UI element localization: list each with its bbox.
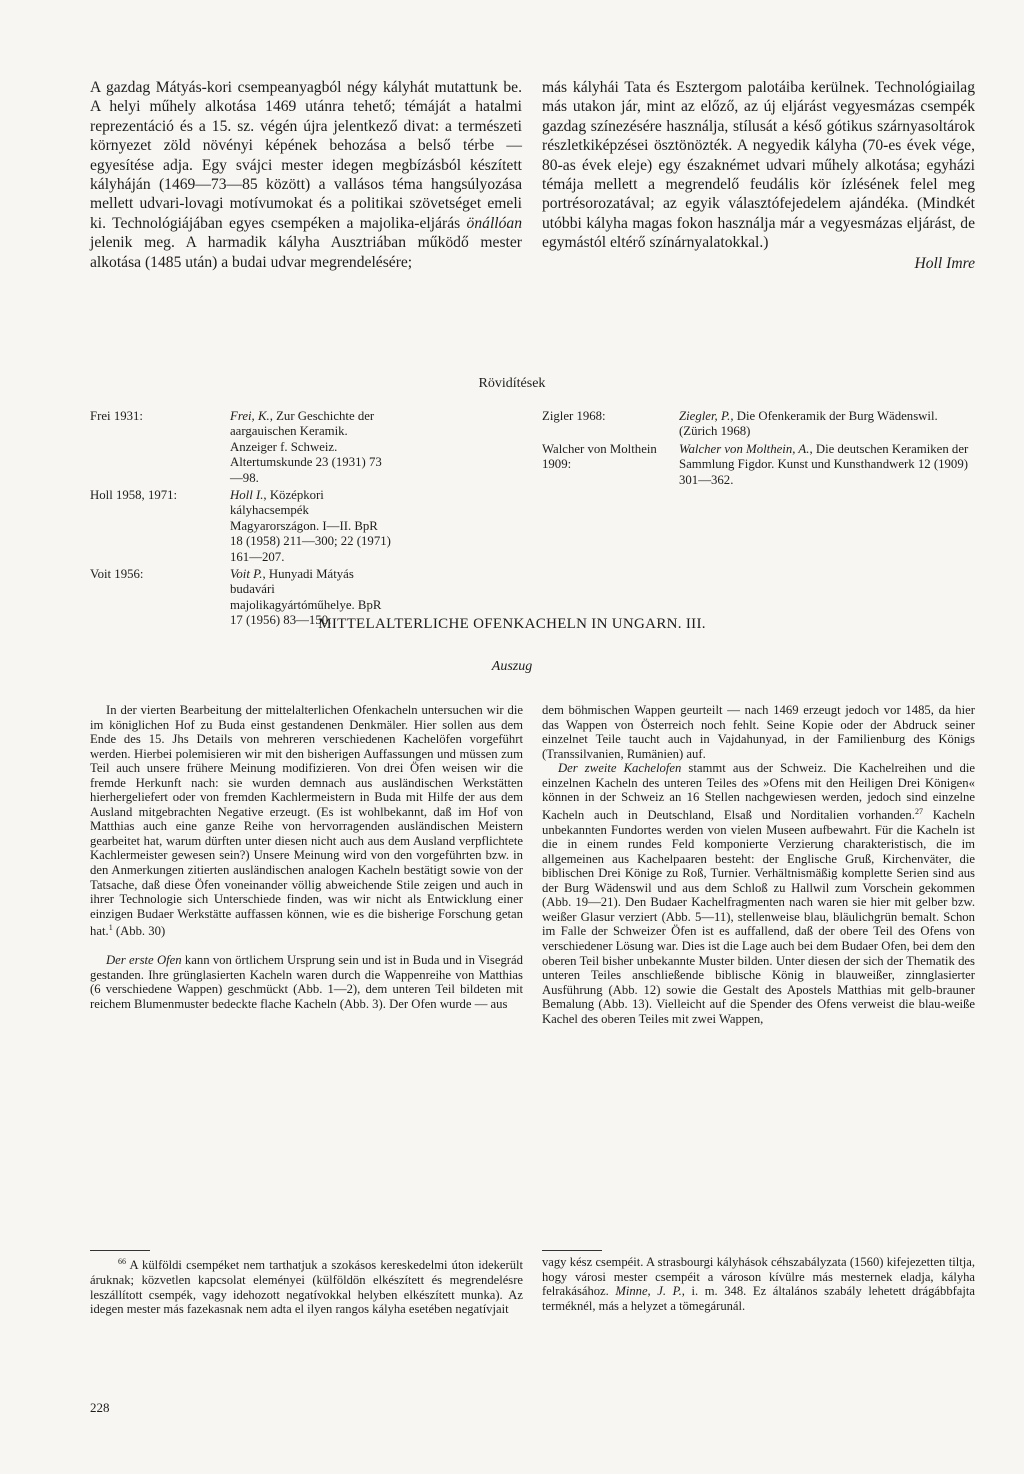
section-lead: Der erste Ofen [106, 952, 182, 967]
footnote-left [90, 1255, 523, 1317]
footnote-text: A külföldi csempéket nem tarthatjuk a szokásos kereskedelmi úton idekerült áruknak; közvetlen kapcsolat eleményei (külföldön elkészített és megrendelésre leszállított csempék, vagy idehozott negatívokkal helyben elkészített munka). Az idegen mester más fazekasnak nem adta el ilyen rangos kályha esetében negatívjait [90, 1258, 523, 1317]
german-left-column [90, 703, 523, 1011]
hungarian-right-column [542, 78, 975, 273]
german-paragraph-end: Kacheln unbekannten Fundortes werden von vielen Museen aufbewahrt. Für die Kacheln ist die in einem rundes Feld komponierte Verzierung charakteristisch, die im allgemeinen aus Kachelpaaren besteht: der Englische Gruß, Kirchenväter, die biblischen Drei Könige zu Roß, Turnier. Verhältnismäßig komplette Serien sind aus der Burg Wädenswil und aus dem Schloß zu Hallwil zum Vorschein gekommen (Abb. 19—21). Den Budaer Kachelfragmenten nach waren sie hier mit gelber bzw. weißer Glasur verziert (Abb. 5—11), stellenweise blau, bläulichgrün bemalt. Schon im Falle der Schweizer Öfen ist es auffallend, daß der obere Teil des Ofens von verschiedener Lösung war. Dies ist die Lage auch bei dem Budaer Ofen, bei dem den oberen Teil bisher unbekannte Muster bilden. Unter diesen der sich der Thematik des unteren Teiles anschließende biblische König in blauweißer, zinnglasierter Ausführung (Abb. 12) sowie die Gestalt des Apostels Matthias mit gelb-brauner Bemalung (Abb. 13). Vielleicht auf die Spender des Ofens verweist die blau-weiße Kachel des oberen Teiles mit zwei Wappen, [542, 808, 975, 1026]
abbreviation-entry [542, 409, 982, 440]
abbreviation-text: , Die Ofenkeramik der Burg Wädenswil. (Zürich 1968) [679, 409, 938, 439]
abbreviation-entry [90, 409, 525, 486]
abbreviation-key: Zigler 1968: [542, 409, 606, 423]
abbreviation-key: Walcher von Molthein 1909: [542, 441, 657, 472]
german-paragraph: kann von örtlichem Ursprung sein und ist in Buda und in Visegrád gestanden. Ihre grünglasierten Kacheln waren durch die Wappenreihe von Matthias (6 verschiedene Wappen) geschmückt (Abb. 1—2), dem unteren Teil bildeten mit reichem Blumenmuster bedeckte flache Kacheln (Abb. 3). Der Ofen wurde — aus [90, 952, 523, 1011]
abbreviation-key: Voit 1956: [90, 567, 144, 582]
abbreviation-text: , Zur Geschichte der aargauischen Keramik. Anzeiger f. Schweiz. Altertumskunde 23 (1931) 73—98. [230, 409, 382, 485]
abbreviations-heading: Rövidítések [478, 376, 546, 391]
note-reference: 27 [914, 806, 923, 816]
footnote-author: Minne, J. P. [615, 1284, 682, 1299]
abbreviations-right [542, 409, 982, 488]
hungarian-right-text: más kályhái Tata és Esztergom palotáiba kerülnek. Technológiailag más utakon jár, mint az előző, az új eljárást vegyesmázas csempék gazdag színezésére használja, stílusát a késő gótikus szárnyasoltárok részletkiképzései ösztönözték. A negyedik kályha (70-es évek vége, 80-as évek eleje) egy északnémet udvari műhely alkotása; egyházi témája mellett a megrendelő feudális kör ízlésének felel meg portrésorozatával; az egyik választófejedelem ajándéka. (Mindkét utóbbi kályha magas fokon használja már a vegyesmázas eljárást, de egymástól eltérő színárnyalatokkal.) [542, 79, 975, 252]
abbreviation-author: Frei, K. [230, 409, 270, 423]
footnote-text-end: , i. m. 348. Ez általános szabály lehetett drágábbfajta terméknél, más a helyzet a tömegárunál. [542, 1284, 975, 1314]
abbreviation-author: Holl I. [230, 488, 264, 503]
abbreviation-entry [90, 488, 525, 565]
abbreviation-text: , Középkori kályhacsempék Magyarországon. I—II. BpR 18 (1958) 211—300; 22 (1971) 161—207. [230, 488, 391, 564]
emphasis-word: önállóan [466, 214, 522, 232]
abbreviation-key: Holl 1958, 1971: [90, 488, 178, 503]
german-paragraph-end: (Abb. 30) [112, 924, 166, 939]
german-title: MITTELALTERLICHE OFENKACHELN IN UNGARN. III. [318, 616, 706, 632]
abbreviation-entry [542, 442, 982, 488]
hungarian-left-column [90, 78, 522, 272]
abbreviation-author: Voit P. [230, 567, 263, 582]
hungarian-left-text-end: jelenik meg. A harmadik kályha Ausztriában működő mester alkotása (1485 után) a budai udvar megrendelésére; [90, 234, 522, 271]
german-subtitle: Auszug [491, 659, 533, 674]
abbreviation-author: Ziegler, P. [679, 409, 731, 423]
footnote-divider [90, 1250, 150, 1251]
abbreviation-text: , Hunyadi Mátyás budavári majolikagyártóműhelye. BpR 17 (1956) 83—150. [230, 567, 382, 628]
german-paragraph: In der vierten Bearbeitung der mittelalterlichen Ofenkacheln untersuchen wir die im königlichen Hof zu Buda einst gestandenen Denkmäler. Hier sollen aus dem Ende des 15. Jhs Details von mehreren verschiedenen Kachelöfen vorgeführt werden. Hierbei polemisieren wir mit den bisherigen Auffassungen und müssen zum Teil auch unsere frühere Meinung modifizieren. Von drei Öfen weisen wir die fremde Herkunft nach: sie wurden demnach aus ausländischen Werkstätten hierhergeliefert oder von fremden Kachlermeistern in Buda mit Hilfe der aus dem Ausland mitgebrachten Negative erzeugt. (Es ist wohlbekannt, daß im Hof von Matthias auch eine ganze Reihe von hervorragenden ausländischen Meistern gearbeitet hat, warum dürften unter diesen nicht auch aus dem Ausland verpflichtete Kachlermeister gewesen sein?) Unsere Meinung wird von den vorgeführten bzw. in den Anmerkungen zitierten ausländischen analogen Kacheln bestätigt sowie von der Tatsache, daß diese Öfen voneinander völlig abweichende Stile zeigen und auch in ihrer Technologie sich Unterschiede finden, was wir nicht als Entwicklung einer einzigen Budaer Werkstätte auffassen können, wie es die bisherige Forschung getan hat. [90, 703, 523, 939]
german-right-column [542, 703, 975, 1026]
footnote-right [542, 1255, 975, 1314]
hungarian-left-text: A gazdag Mátyás-kori csempeanyagból négy kályhát mutattunk be. A helyi műhely alkotása 1469 utánra tehető; témáját a hatalmi reprezentáció és a 15. sz. végén újra jelentkező divat: a természeti környezet zöld növényi képének behozása a belső térbe — egyesítése adja. Egy svájci mester idegen megbízásból készített kályháján (1469—73—85 között) a vallásos téma hangsúlyozása mellett udvari-lovagi motívumokat és a politikai szövetséget emeli ki. Technológiájában egyes csempéken a majolika-eljárás [90, 79, 522, 232]
footnote-divider [542, 1250, 602, 1251]
footnote-text: vagy kész csempéit. A strasbourgi kályhások céhszabályzata (1560) kifejezetten tiltja, hogy városi mester csempéit a városon kívülre más mesternek eladja, kályha felrakásához. [542, 1255, 975, 1299]
note-reference: 1 [108, 923, 113, 933]
abbreviation-author: Walcher von Molthein, A. [679, 441, 810, 456]
section-lead: Der zweite Kachelofen [558, 761, 682, 776]
page-number: 228 [90, 1400, 110, 1415]
german-paragraph: dem böhmischen Wappen geurteilt — nach 1469 erzeugt jedoch vor 1485, da hier das Wappen von Österreich noch fehlt. Seine Kopie oder der Abdruck seiner einzelnet Teile taucht auch in Vajdahunyad, in der Familienburg des Königs (Transsilvanien, Rumänien) auf. [542, 703, 975, 761]
footnote-number: 66 [118, 1257, 126, 1266]
abbreviations-left [90, 409, 525, 629]
abbreviation-key: Frei 1931: [90, 409, 143, 423]
author-signature: Holl Imre [914, 254, 975, 272]
abbreviation-text: , Die deutschen Keramiken der Sammlung Figdor. Kunst und Kunsthandwerk 12 (1909) 301—362. [679, 441, 969, 487]
german-paragraph: stammt aus der Schweiz. Die Kachelreihen und die einzelnen Kacheln des unteren Teiles des »Ofens mit den Heiligen Drei Königen« können in der Schweiz an 16 Stellen nachgewiesen werden, jedoch sind einzelne Kacheln auch in Deutschland, Elsaß und Norditalien vorhanden. [542, 761, 975, 823]
